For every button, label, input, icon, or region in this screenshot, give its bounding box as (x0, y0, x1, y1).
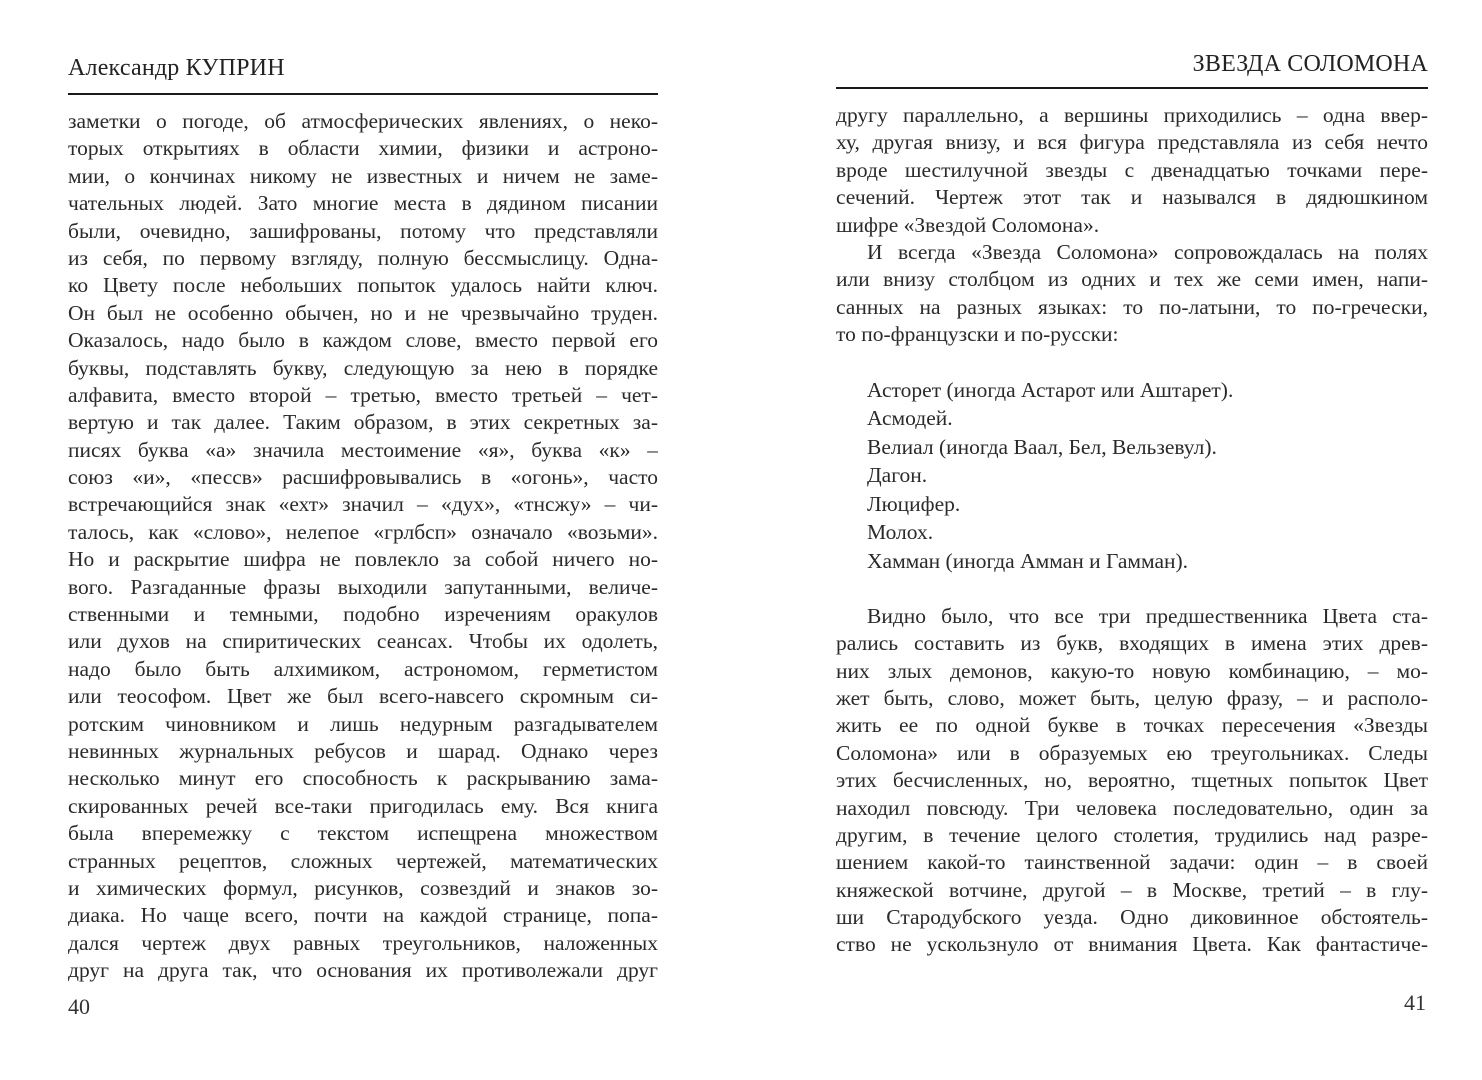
text-line: находил повсюду. Три человека последовательно, один за (836, 795, 1428, 820)
right-page (836, 0, 1428, 1080)
text-line: буквы, подставлять букву, следующую за нею в порядке (68, 355, 658, 380)
text-line: чательных людей. Зато многие места в дядином писании (68, 191, 658, 216)
demon-name-item: Асмодей. (867, 406, 953, 431)
text-line: вроде шестилучной звезды с двенадцатью точками пере- (836, 157, 1428, 182)
text-line: Оказалось, надо было в каждом слове, вместо первой его (68, 328, 658, 353)
text-line: или теософом. Цвет же был всего-навсего скромным си- (68, 684, 658, 709)
text-line: невинных журнальных ребусов и шарад. Однако через (68, 738, 658, 763)
text-line: шифре «Звездой Соломона». (836, 212, 1100, 237)
running-head-title: ЗВЕЗДА СОЛОМОНА (1192, 51, 1428, 77)
text-line: торых открытиях в области химии, физики и астроно- (68, 136, 658, 161)
blank-line (836, 575, 1428, 602)
text-line: союз «и», «пессв» расшифровывались в «огонь», часто (68, 465, 658, 490)
page-number: 40 (68, 994, 90, 1019)
left-body-text (68, 108, 658, 985)
running-head-author: Александр КУПРИН (68, 55, 285, 81)
text-line: сечений. Чертеж этот так и назывался в дядюшкином (836, 185, 1428, 210)
text-line: и химических формул, рисунков, созвездий и знаков зо- (68, 875, 658, 900)
text-line: другим, в течение целого столетия, трудились над разре- (836, 822, 1428, 847)
text-line: ротским чиновником и лишь недурным разгадывателем (68, 711, 658, 736)
text-line: жет быть, слово, может быть, целую фразу, – и располо- (836, 685, 1428, 710)
demon-name-item: Молох. (867, 520, 934, 545)
text-line: Соломона» или в образуемых ею треугольниках. Следы (836, 740, 1428, 765)
text-line: Он был не особенно обычен, но и не чрезвычайно труден. (68, 300, 658, 325)
text-line: Видно было, что все три предшественника Цвета ста- (867, 603, 1428, 628)
text-line: ши Стародубского уезда. Одно диковинное обстоятель- (836, 905, 1428, 930)
text-line: мии, о кончинах никому не известных и ничем не заме- (68, 163, 658, 188)
text-line: Но и раскрытие шифра не повлекло за собой ничего но- (68, 547, 658, 572)
text-line: княжеской вотчине, другой – в Москве, третий – в глу- (836, 877, 1428, 902)
text-line: алфавита, вместо второй – третью, вместо третьей – чет- (68, 382, 658, 407)
text-line: них злых демонов, какую-то новую комбинацию, – мо- (836, 658, 1428, 683)
text-line: вого. Разгаданные фразы выходили запутанными, величе- (68, 574, 658, 599)
text-line: были, очевидно, зашифрованы, потому что представляли (68, 218, 658, 243)
demon-name-item: Асторет (иногда Астарот или Аштарет). (867, 377, 1234, 402)
text-line: ху, другая внизу, и вся фигура представляла из себя нечто (836, 130, 1428, 155)
text-line: талось, как «слово», нелепое «грлбсп» означало «возьми». (68, 519, 658, 544)
right-body-text (836, 102, 1428, 959)
blank-line (836, 349, 1428, 376)
text-line: писях буква «а» значила местоимение «я», буква «к» – (68, 437, 658, 462)
demon-name-item: Велиал (иногда Ваал, Бел, Вельзевул). (867, 434, 1217, 459)
text-line: дался чертеж двух равных треугольников, наложенных (68, 930, 658, 955)
text-line: ство не ускользнуло от внимания Цвета. Как фантастиче- (836, 932, 1428, 957)
text-line: И всегда «Звезда Соломона» сопровождалась на полях (867, 239, 1428, 264)
text-line: санных на разных языках: то по-латыни, то по-гречески, (836, 294, 1428, 319)
text-line: рались составить из букв, входящих в имена этих древ- (836, 631, 1428, 656)
text-line: то по-французски и по-русски: (836, 322, 1119, 347)
text-line: была вперемежку с текстом испещрена множеством (68, 821, 658, 846)
header-rule (836, 87, 1428, 89)
text-line: встречающийся знак «ехт» значил – «дух», «тнсжу» – чи- (68, 492, 658, 517)
text-line: надо было быть алхимиком, астрономом, герметистом (68, 656, 658, 681)
text-line: вертую и так далее. Таким образом, в этих секретных за- (68, 410, 658, 435)
demon-name-item: Дагон. (867, 463, 928, 488)
page-number: 41 (1404, 990, 1426, 1015)
text-line: заметки о погоде, об атмосферических явлениях, о неко- (68, 109, 658, 133)
demon-name-item: Люцифер. (867, 491, 961, 516)
text-line: странных рецептов, сложных чертежей, математических (68, 848, 658, 873)
demon-name-item: Хамман (иногда Амман и Гамман). (867, 548, 1189, 573)
text-line: или духов на спиритических сеансах. Чтобы их одолеть, (68, 629, 658, 654)
text-line: ственными и темными, подобно изречениям оракулов (68, 602, 658, 627)
text-line: другу параллельно, а вершины приходились – одна ввер- (836, 103, 1428, 127)
text-line: или внизу столбцом из одних и тех же семи имен, напи- (836, 267, 1428, 292)
text-line: друг на друга так, что основания их противолежали друг (68, 958, 658, 983)
left-page (68, 0, 658, 1080)
header-rule (68, 93, 658, 95)
text-line: скированных речей все-таки пригодилась ему. Вся книга (68, 793, 658, 818)
text-line: ко Цвету после небольших попыток удалось найти ключ. (68, 273, 658, 298)
text-line: этих бесчисленных, но, вероятно, тщетных попыток Цвет (836, 768, 1428, 793)
text-line: шением какой-то таинственной задачи: один – в своей (836, 850, 1428, 875)
text-line: диака. Но чаще всего, почти на каждой странице, попа- (68, 903, 658, 928)
text-line: из себя, по первому взгляду, полную бессмыслицу. Одна- (68, 245, 658, 270)
text-line: несколько минут его способность к раскрыванию зама- (68, 766, 658, 791)
text-line: жить ее по одной букве в точках пересечения «Звезды (836, 713, 1428, 738)
